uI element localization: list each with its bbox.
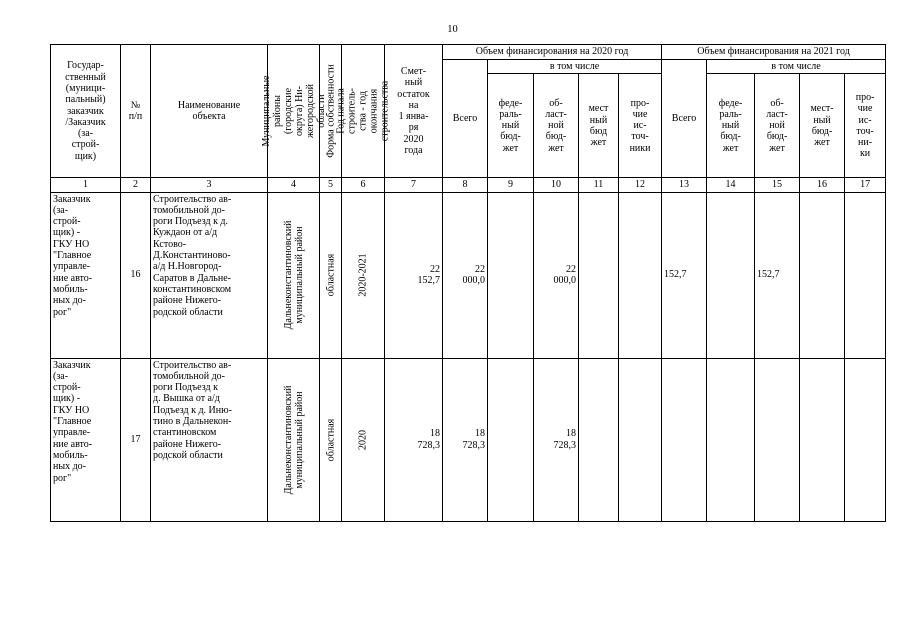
row-regional-2020: 22 000,0 bbox=[534, 192, 579, 358]
row-ownership: областная bbox=[325, 253, 336, 297]
header-local-2020: мест ный бюд жет bbox=[579, 74, 619, 178]
header-fin-2020: Объем финансирования на 2020 год bbox=[443, 45, 662, 60]
row-years-cell bbox=[342, 358, 385, 521]
column-number-row bbox=[51, 178, 886, 192]
row-customer: Заказчик (за- строй- щик) - ГКУ НО "Главное управле- ние авто- мобиль- ных до- рог" bbox=[51, 358, 121, 521]
header-local-2021: мест- ный бюд- жет bbox=[800, 74, 845, 178]
colnum-5: 5 bbox=[320, 178, 342, 192]
header-federal-2020: феде- раль- ный бюд- жет bbox=[488, 74, 534, 178]
header-regional-2021: об- ласт- ной бюд- жет bbox=[755, 74, 800, 178]
row-total-2020: 22 000,0 bbox=[443, 192, 488, 358]
row-federal-2021 bbox=[707, 192, 755, 358]
row-regional-2020: 18 728,3 bbox=[534, 358, 579, 521]
header-districts: Муниципальные районы (городские округа) Ни- жегородской области bbox=[260, 75, 327, 147]
row-ownership-cell bbox=[320, 358, 342, 521]
row-estimate: 18 728,3 bbox=[385, 358, 443, 521]
header-customer: Государ- ственный (муници- пальный) заказчик /Заказчик (за- строй- щик) bbox=[51, 45, 121, 178]
row-federal-2020 bbox=[488, 192, 534, 358]
header-num: № п/п bbox=[121, 45, 151, 178]
row-object: Строительство ав- томобильной до- роги Подъезд к д. Куждaон от а/д Кстово- Д.Константиново- а/д Н.Новгород- Саратов в Дальне- константиновском районе Нижего- родской области bbox=[151, 192, 268, 358]
row-years: 2020-2021 bbox=[357, 253, 369, 297]
investment-table bbox=[50, 44, 886, 522]
header-federal-2021: феде- раль- ный бюд- жет bbox=[707, 74, 755, 178]
row-years-cell bbox=[342, 192, 385, 358]
header-years-cell bbox=[335, 45, 391, 178]
row-other-2021 bbox=[845, 192, 886, 358]
table-row bbox=[51, 358, 886, 521]
row-other-2020 bbox=[619, 358, 662, 521]
colnum-12: 12 bbox=[619, 178, 662, 192]
header-districts-cell bbox=[260, 45, 327, 178]
table-row bbox=[51, 192, 886, 358]
row-regional-2021 bbox=[755, 358, 800, 521]
row-other-2021 bbox=[845, 358, 886, 521]
row-num: 17 bbox=[121, 358, 151, 521]
row-years: 2020 bbox=[357, 429, 369, 450]
colnum-16: 16 bbox=[800, 178, 845, 192]
row-estimate: 22 152,7 bbox=[385, 192, 443, 358]
header-years: Год начала строитель- ства - год окончания строительства bbox=[335, 80, 391, 142]
row-ownership-cell bbox=[320, 192, 342, 358]
header-estimate: Смет- ный остаток на 1 янва- ря 2020 года bbox=[385, 45, 443, 178]
row-federal-2020 bbox=[488, 358, 534, 521]
row-district-cell bbox=[268, 358, 320, 521]
header-row-1 bbox=[51, 45, 886, 60]
colnum-4: 4 bbox=[268, 178, 320, 192]
row-regional-2021: 152,7 bbox=[755, 192, 800, 358]
row-district-cell bbox=[268, 192, 320, 358]
header-ownership: Форма собственности bbox=[325, 64, 336, 158]
colnum-6: 6 bbox=[342, 178, 385, 192]
header-total-2021: Всего bbox=[662, 60, 707, 178]
header-object-name: Наименование объекта bbox=[151, 45, 268, 178]
colnum-1: 1 bbox=[51, 178, 121, 192]
header-other-2021: про- чие ис- точ- ни- ки bbox=[845, 74, 886, 178]
colnum-13: 13 bbox=[662, 178, 707, 192]
header-including-2020: в том числе bbox=[488, 60, 662, 74]
header-fin-2021: Объем финансирования на 2021 год bbox=[662, 45, 886, 60]
row-federal-2021 bbox=[707, 358, 755, 521]
colnum-8: 8 bbox=[443, 178, 488, 192]
header-total-2020: Всего bbox=[443, 60, 488, 178]
colnum-10: 10 bbox=[534, 178, 579, 192]
colnum-14: 14 bbox=[707, 178, 755, 192]
colnum-3: 3 bbox=[151, 178, 268, 192]
page-number: 10 bbox=[447, 24, 458, 35]
row-other-2020 bbox=[619, 192, 662, 358]
colnum-9: 9 bbox=[488, 178, 534, 192]
colnum-7: 7 bbox=[385, 178, 443, 192]
row-ownership: областная bbox=[325, 418, 336, 461]
row-total-2020: 18 728,3 bbox=[443, 358, 488, 521]
row-object: Строительство ав- томобильной до- роги Подъезд к д. Вышка от а/д Подъезд к д. Иню- тино в Дальнекон- стантиновском районе Нижего- родской области bbox=[151, 358, 268, 521]
colnum-17: 17 bbox=[845, 178, 886, 192]
row-district: Дальнеконстантиновский муниципальный район bbox=[282, 385, 305, 495]
row-total-2021 bbox=[662, 358, 707, 521]
row-num: 16 bbox=[121, 192, 151, 358]
header-other-2020: про- чие ис- точ- ники bbox=[619, 74, 662, 178]
colnum-2: 2 bbox=[121, 178, 151, 192]
row-customer: Заказчик (за- строй- щик) - ГКУ НО "Главное управле- ние авто- мобиль- ных до- рог" bbox=[51, 192, 121, 358]
row-district: Дальнеконстантиновский муниципальный район bbox=[282, 220, 305, 330]
colnum-11: 11 bbox=[579, 178, 619, 192]
row-total-2021: 152,7 bbox=[662, 192, 707, 358]
row-local-2020 bbox=[579, 358, 619, 521]
colnum-15: 15 bbox=[755, 178, 800, 192]
header-regional-2020: об- ласт- ной бюд- жет bbox=[534, 74, 579, 178]
row-local-2020 bbox=[579, 192, 619, 358]
row-local-2021 bbox=[800, 358, 845, 521]
header-including-2021: в том числе bbox=[707, 60, 886, 74]
row-local-2021 bbox=[800, 192, 845, 358]
